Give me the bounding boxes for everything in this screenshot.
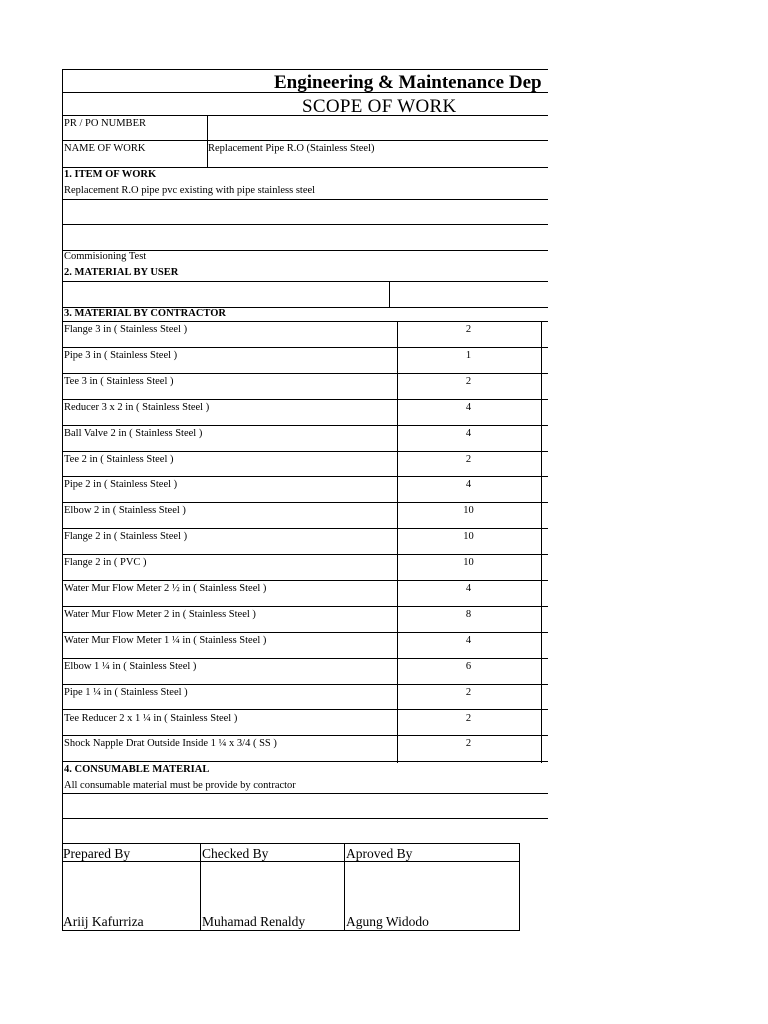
divider	[541, 321, 542, 763]
material-item-qty: 2	[465, 453, 472, 465]
material-item-qty: 4	[465, 479, 472, 491]
border-top	[62, 69, 548, 70]
divider	[62, 281, 548, 282]
material-item-qty: 6	[465, 660, 472, 672]
material-item-name: Tee 3 in ( Stainless Steel )	[64, 375, 174, 387]
divider	[62, 843, 520, 844]
table-row-divider	[62, 554, 548, 555]
material-item-qty: 10	[463, 531, 474, 543]
name-of-work-value: Replacement Pipe R.O (Stainless Steel)	[208, 143, 375, 154]
material-item-name: Water Mur Flow Meter 1 ¼ in ( Stainless Steel )	[64, 634, 267, 646]
divider	[62, 140, 548, 141]
prepared-by-label: Prepared By	[63, 846, 131, 861]
divider	[62, 167, 548, 168]
divider	[62, 115, 548, 116]
divider	[62, 199, 548, 200]
table-row-divider	[62, 399, 548, 400]
table-row-divider	[62, 632, 548, 633]
table-row-divider	[62, 476, 548, 477]
material-item-name: Pipe 2 in ( Stainless Steel )	[64, 479, 178, 491]
name-of-work-label: NAME OF WORK	[64, 143, 146, 154]
divider	[62, 321, 548, 322]
material-item-qty: 2	[465, 324, 472, 335]
divider	[62, 224, 548, 225]
material-item-name: Shock Napple Drat Outside Inside 1 ¼ x 3/4 ( SS )	[64, 738, 277, 750]
department-title: Engineering & Maintenance Dep	[274, 72, 542, 93]
material-item-qty: 1	[465, 349, 472, 361]
scope-of-work-sheet	[62, 69, 548, 939]
divider	[519, 843, 520, 930]
page-title: SCOPE OF WORK	[302, 96, 457, 117]
table-row-divider	[62, 425, 548, 426]
table-row-divider	[62, 684, 548, 685]
table-row-divider	[62, 528, 548, 529]
material-item-name: Water Mur Flow Meter 2 ½ in ( Stainless Steel )	[64, 583, 267, 594]
material-item-qty: 2	[465, 686, 472, 698]
section-1-heading: 1. ITEM OF WORK	[64, 169, 157, 180]
approved-by-name: Agung Widodo	[346, 914, 429, 929]
material-item-name: Tee 2 in ( Stainless Steel )	[64, 453, 174, 465]
table-row-divider	[62, 709, 548, 710]
material-item-name: Reducer 3 x 2 in ( Stainless Steel )	[64, 401, 210, 413]
material-item-name: Flange 3 in ( Stainless Steel )	[64, 324, 188, 335]
material-item-qty: 8	[465, 608, 472, 620]
divider	[62, 930, 520, 931]
material-item-qty: 4	[465, 401, 472, 413]
material-item-name: Elbow 2 in ( Stainless Steel )	[64, 505, 186, 517]
checked-by-name: Muhamad Renaldy	[202, 914, 306, 929]
table-row-divider	[62, 373, 548, 374]
material-item-name: Tee Reducer 2 x 1 ¼ in ( Stainless Steel )	[64, 712, 238, 724]
material-item-name: Elbow 1 ¼ in ( Stainless Steel )	[64, 660, 197, 672]
material-item-name: Pipe 1 ¼ in ( Stainless Steel )	[64, 686, 188, 698]
section-4-heading: 4. CONSUMABLE MATERIAL	[64, 764, 210, 775]
table-row-divider	[62, 347, 548, 348]
material-item-name: Ball Valve 2 in ( Stainless Steel )	[64, 427, 203, 439]
material-item-qty: 4	[465, 427, 472, 439]
divider	[344, 843, 345, 930]
table-row-divider	[62, 761, 548, 762]
material-item-name: Pipe 3 in ( Stainless Steel )	[64, 349, 178, 361]
divider	[62, 818, 548, 819]
material-item-name: Water Mur Flow Meter 2 in ( Stainless Steel )	[64, 608, 256, 620]
section-3-heading: 3. MATERIAL BY CONTRACTOR	[64, 308, 226, 319]
divider	[207, 115, 208, 167]
material-item-qty: 2	[465, 375, 472, 387]
table-row-divider	[62, 658, 548, 659]
divider	[62, 92, 548, 93]
pr-po-label: PR / PO NUMBER	[64, 118, 146, 129]
table-row-divider	[62, 606, 548, 607]
material-item-name: Flange 2 in ( Stainless Steel )	[64, 531, 188, 543]
table-row-divider	[62, 735, 548, 736]
divider	[62, 861, 520, 862]
table-row-divider	[62, 580, 548, 581]
material-item-qty: 2	[465, 738, 472, 750]
checked-by-label: Checked By	[202, 846, 269, 861]
material-item-name: Flange 2 in ( PVC )	[64, 557, 147, 569]
material-item-qty: 4	[465, 583, 472, 594]
divider	[389, 281, 390, 307]
material-item-qty: 10	[463, 505, 474, 517]
material-item-qty: 2	[465, 712, 472, 724]
approved-by-label: Aproved By	[346, 846, 413, 861]
section-1-description: Replacement R.O pipe pvc existing with pipe stainless steel	[64, 185, 316, 196]
table-row-divider	[62, 502, 548, 503]
section-2-heading: 2. MATERIAL BY USER	[64, 267, 179, 278]
material-item-qty: 4	[465, 634, 472, 646]
material-item-qty: 10	[463, 557, 474, 569]
divider	[62, 793, 548, 794]
section-4-description: All consumable material must be provide by contractor	[64, 780, 296, 791]
divider	[200, 843, 201, 930]
table-row-divider	[62, 451, 548, 452]
prepared-by-name: Ariij Kafurriza	[63, 914, 144, 929]
section-1-note: Commisioning Test	[64, 251, 147, 262]
